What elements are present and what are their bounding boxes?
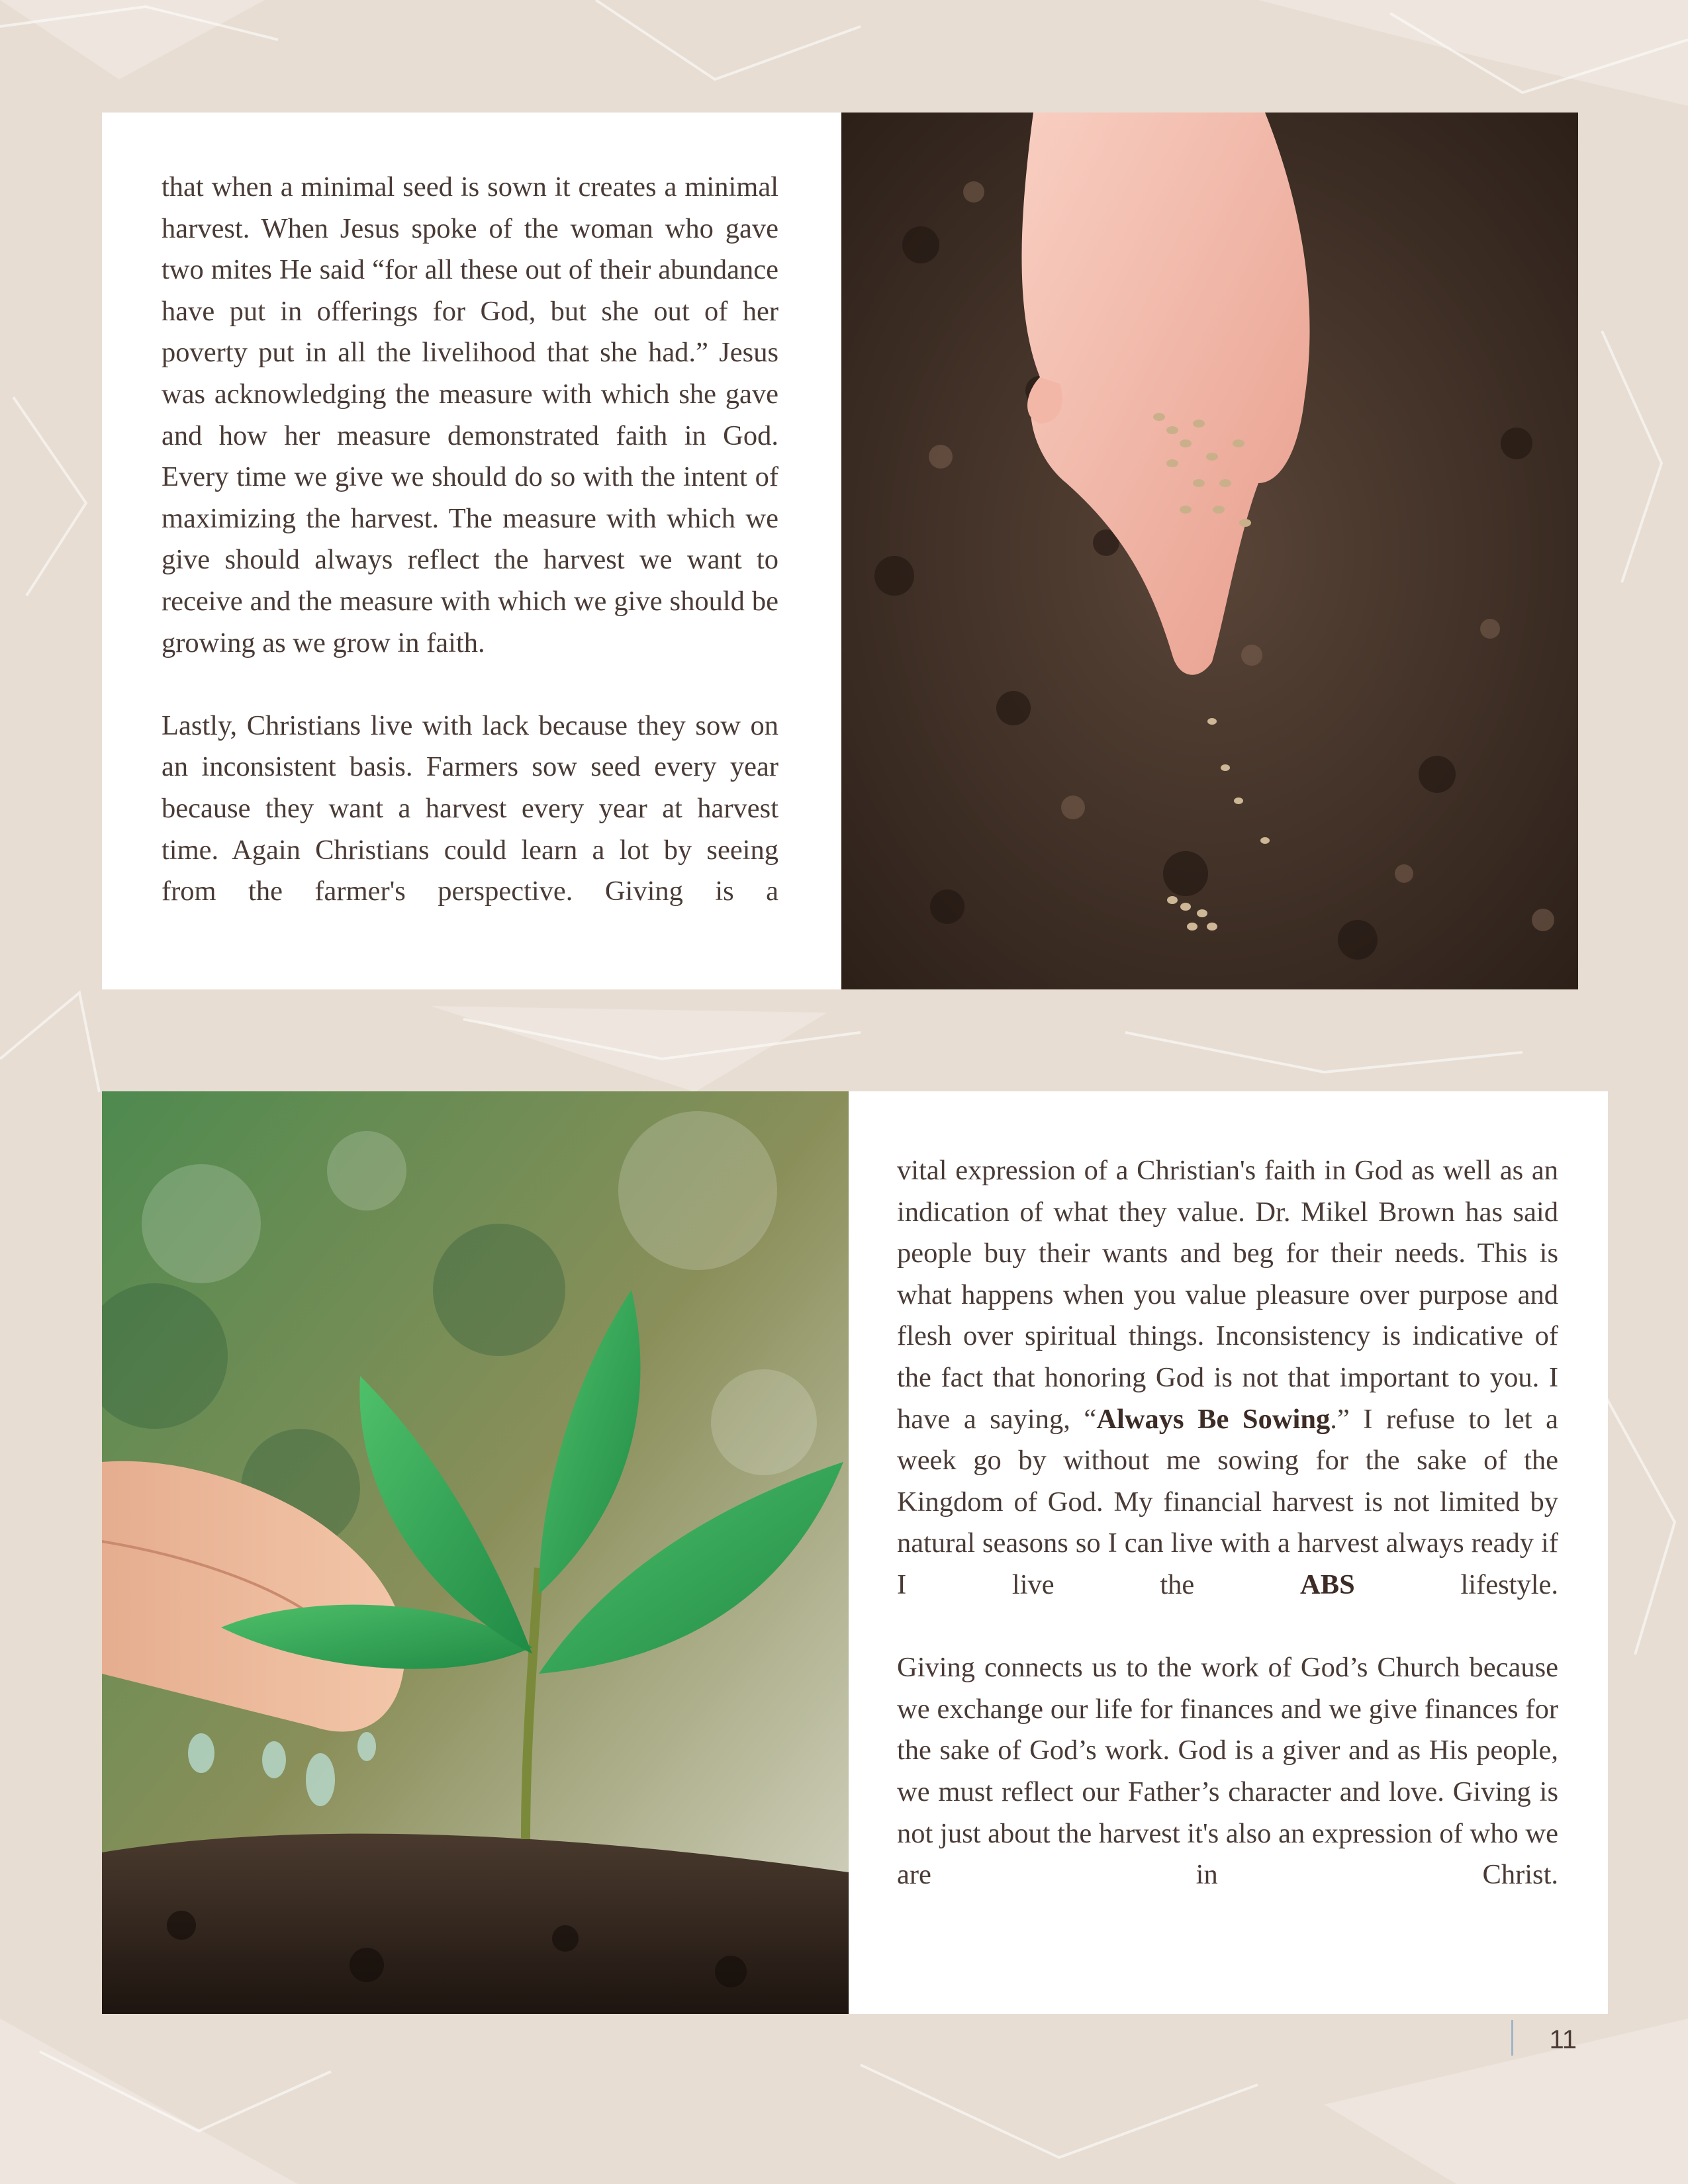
top-paragraph-1: that when a minimal seed is sown it creates a minimal harvest. When Jesus spoke of the woman who gave two mites He said “for all these out of their abundance have put in offerings for God, but she out of her poverty put in all the livelihood that she had.” Jesus was acknowledging the measure with which she gave and how her measure demonstrated faith in God. Every time we give we should do so with the intent of maximizing the harvest. The measure with which we give should always reflect the harvest we want to receive and the measure with which we give should be growing as we grow in faith. — [162, 171, 778, 659]
bottom-paragraph-1 — [897, 1150, 1558, 1606]
top-text-column — [162, 167, 778, 913]
abs-emphasis: ABS — [1300, 1569, 1355, 1600]
bottom-paragraph-1-part-c: lifestyle. — [1354, 1569, 1558, 1600]
bottom-paragraph-2: Giving connects us to the work of God’s Church because we exchange our life for finances and we give finances for the sake of God’s work. God is a giver and as His people, we must reflect our Father’s character and love. Giving is not just about the harvest it's also an expression of who we are in Christ. — [897, 1652, 1558, 1891]
top-paragraph-2: Lastly, Christians live with lack because they sow on an inconsistent basis. Farmers sow seed every year because they want a harvest every year at harvest time. Again Christians could learn a lot by seeing from the farmer's perspective. Giving is a — [162, 709, 778, 907]
hand-sowing-seeds-photo — [841, 113, 1578, 989]
always-be-sowing-emphasis: Always Be Sowing — [1096, 1403, 1331, 1435]
seedling-in-hand-photo — [102, 1091, 849, 2014]
page-number-divider — [1511, 2020, 1513, 2056]
page-number: 11 — [1549, 2025, 1577, 2054]
bottom-text-column — [897, 1150, 1558, 1896]
bottom-paragraph-1-part-b: .” I refuse to let a week go by without me sowing for the sake of the Kingdom of God. My financial harvest is not limited by natural seasons so I can live with a harvest always ready if I live the — [897, 1403, 1558, 1600]
bottom-paragraph-1-part-a: vital expression of a Christian's faith in God as well as an indication of what they value. Dr. Mikel Brown has said people buy their wants and beg for their needs. This is what happens when you value pleasure over purpose and flesh over spiritual things. Inconsistency is indicative of the fact that honoring God is not that important to you. I have a saying, “ — [897, 1155, 1558, 1435]
